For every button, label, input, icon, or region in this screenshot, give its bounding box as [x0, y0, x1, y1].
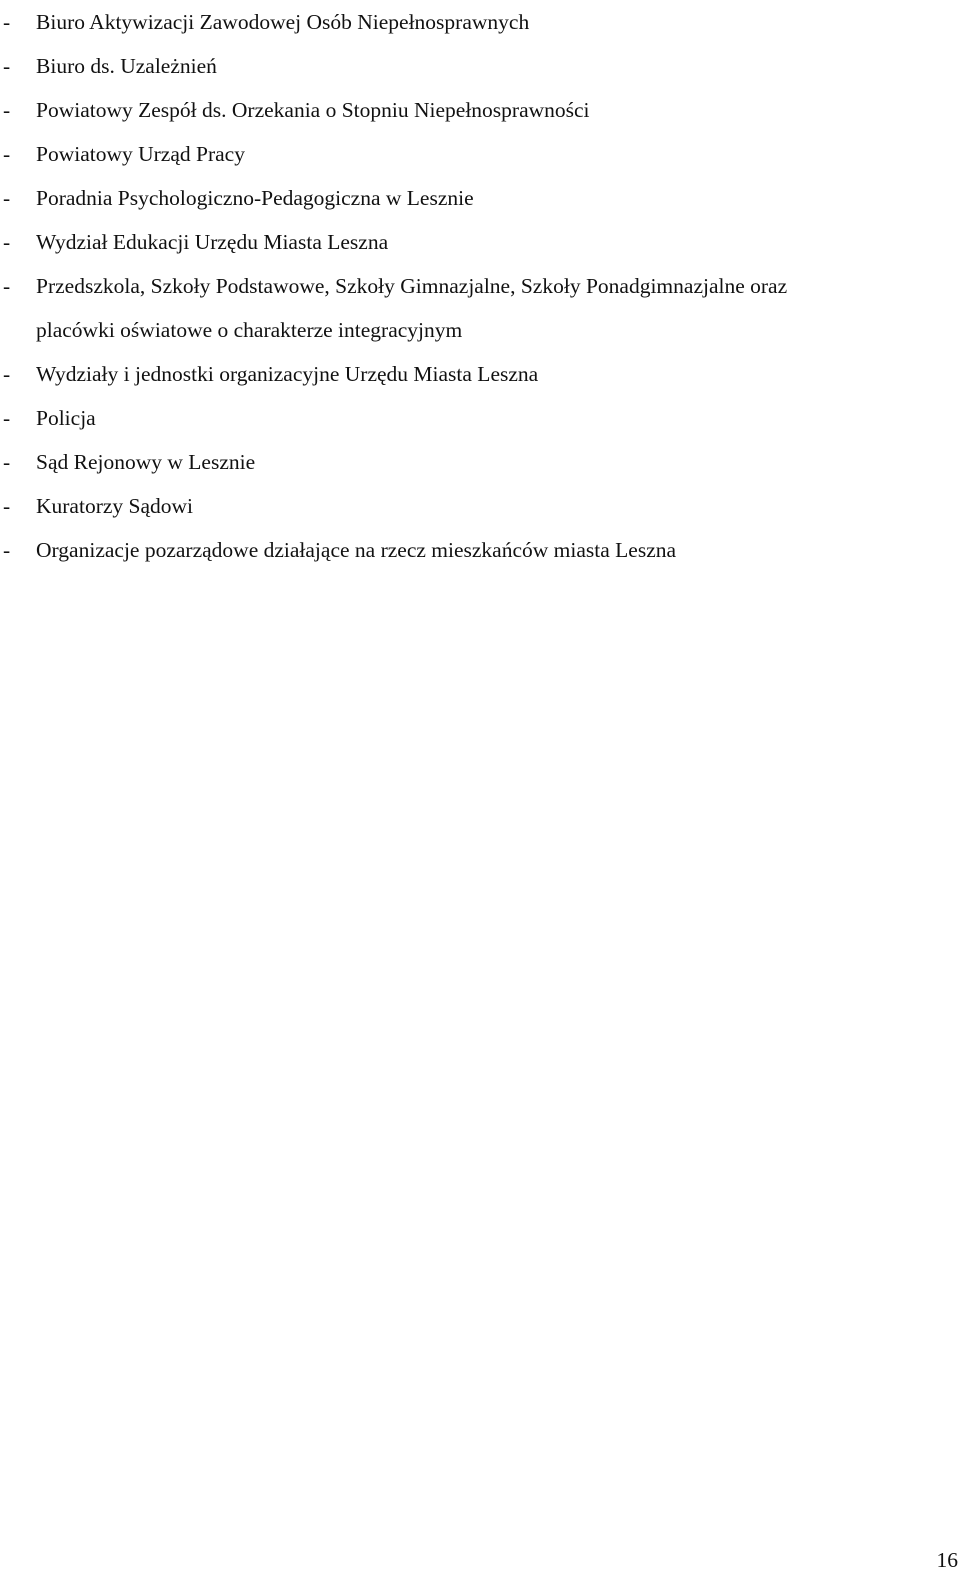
- list-item: [0, 44, 960, 88]
- list-item-text: Policja: [36, 406, 96, 430]
- list-item: [0, 352, 960, 396]
- list-item: [0, 132, 960, 176]
- list-bullet: -: [3, 10, 11, 34]
- page-number: 16: [936, 1548, 958, 1572]
- list-bullet: -: [3, 538, 11, 562]
- list-item-text: Organizacje pozarządowe działające na rzecz mieszkańców miasta Leszna: [36, 538, 677, 562]
- list-item: [0, 264, 960, 352]
- list-item: [0, 0, 960, 44]
- list-bullet: -: [3, 274, 11, 298]
- list-bullet: -: [3, 406, 11, 430]
- list-bullet: -: [3, 186, 11, 210]
- list-bullet: -: [3, 142, 11, 166]
- list-bullet: -: [3, 54, 11, 78]
- list-item-text: Biuro ds. Uzależnień: [36, 54, 217, 78]
- list-bullet: -: [3, 494, 11, 518]
- institution-list: [0, 0, 960, 572]
- list-item-text: Kuratorzy Sądowi: [36, 494, 194, 518]
- list-bullet: -: [3, 98, 11, 122]
- list-item-text: Powiatowy Urząd Pracy: [36, 142, 245, 166]
- list-bullet: -: [3, 362, 11, 386]
- list-item-text: Wydziały i jednostki organizacyjne Urzędu Miasta Leszna: [36, 362, 539, 386]
- list-item-text-continuation: placówki oświatowe o charakterze integracyjnym: [36, 318, 463, 342]
- list-item: [0, 176, 960, 220]
- list-item: [0, 220, 960, 264]
- list-item: [0, 396, 960, 440]
- list-item: [0, 484, 960, 528]
- list-item: [0, 88, 960, 132]
- list-item-text: Sąd Rejonowy w Lesznie: [36, 450, 256, 474]
- list-item: [0, 528, 960, 572]
- list-bullet: -: [3, 450, 11, 474]
- list-item-text: Przedszkola, Szkoły Podstawowe, Szkoły Gimnazjalne, Szkoły Ponadgimnazjalne oraz: [36, 274, 788, 298]
- list-item-text: Poradnia Psychologiczno-Pedagogiczna w Lesznie: [36, 186, 474, 210]
- list-item: [0, 440, 960, 484]
- list-item-text: Biuro Aktywizacji Zawodowej Osób Niepełnosprawnych: [36, 10, 530, 34]
- list-item-text: Wydział Edukacji Urzędu Miasta Leszna: [36, 230, 389, 254]
- list-item-text: Powiatowy Zespół ds. Orzekania o Stopniu Niepełnosprawności: [36, 98, 590, 122]
- list-bullet: -: [3, 230, 11, 254]
